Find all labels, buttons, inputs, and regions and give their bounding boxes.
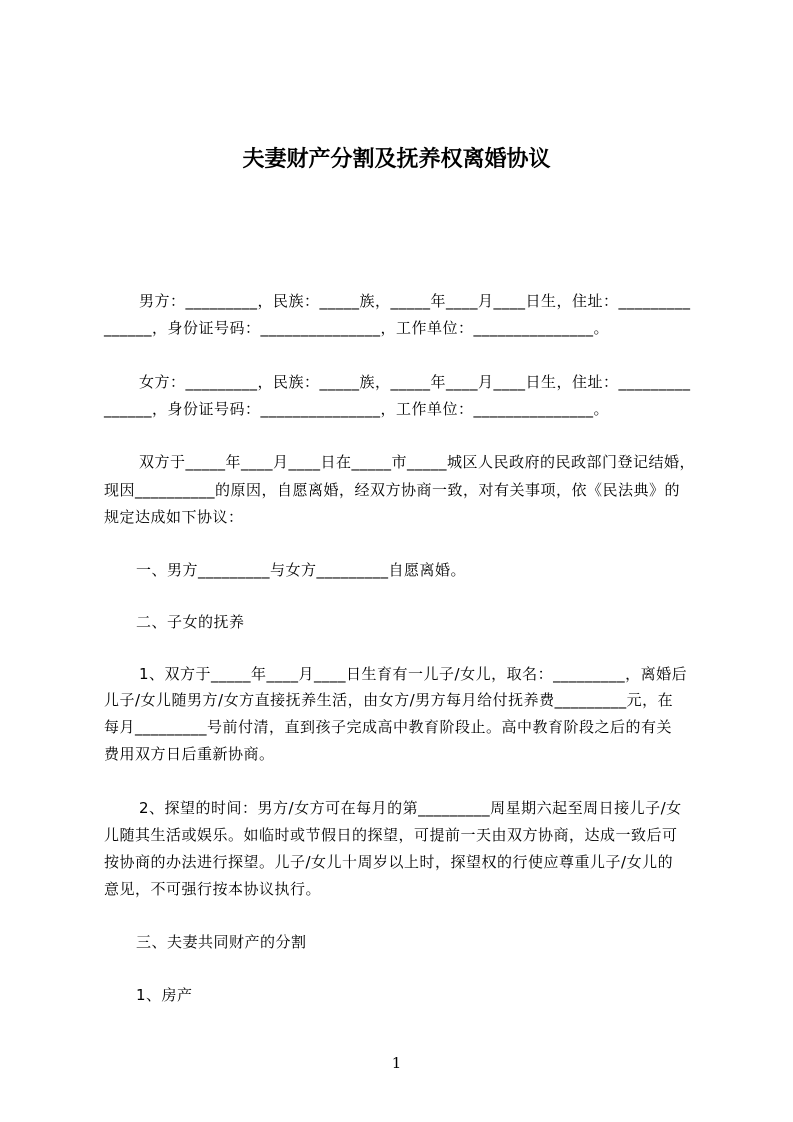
clause-3-heading: 三、夫妻共同财产的分割 (136, 933, 307, 951)
clause-2-2-line-3: 按协商的办法进行探望。儿子/女儿十周岁以上时，探望权的行使应尊重儿子/女儿的 (104, 853, 674, 871)
preamble-line-3: 规定达成如下协议： (104, 508, 244, 526)
clause-3-1-real-estate: 1、房产 (136, 986, 193, 1004)
female-party-line-1: 女方：_________，民族：_____族，_____年____月____日生，住址：_________ (139, 373, 691, 391)
preamble-line-2: 现因__________的原因，自愿离婚，经双方协商一致，对有关事项，依《民法典》的 (104, 481, 681, 499)
clause-2-heading: 二、子女的抚养 (136, 613, 245, 631)
clause-2-1-line-4: 费用双方日后重新协商。 (104, 745, 275, 763)
clause-2-1-line-1: 1、双方于_____年____月____日生育有一儿子/女儿，取名：_________，离婚后 (139, 665, 688, 683)
clause-2-2-line-2: 儿随其生活或娱乐。如临时或节假日的探望，可提前一天由双方协商，达成一致后可 (104, 826, 678, 844)
document-title: 夫妻财产分割及抚养权离婚协议 (242, 147, 551, 172)
clause-2-1-line-2: 儿子/女儿随男方/女方直接抚养生活，由女方/男方每月给付抚养费_________元，在 (104, 691, 674, 709)
clause-1-mutual-divorce: 一、男方_________与女方_________自愿离婚。 (136, 561, 467, 579)
male-party-line-2: ______，身份证号码：_______________，工作单位：_______________。 (104, 319, 610, 337)
male-party-line-1: 男方：_________，民族：_____族，_____年____月____日生，住址：_________ (139, 292, 691, 310)
female-party-line-2: ______，身份证号码：_______________，工作单位：_______________。 (104, 400, 610, 418)
page-number: 1 (391, 1054, 402, 1072)
clause-2-2-line-4: 意见，不可强行按本协议执行。 (104, 880, 322, 898)
preamble-line-1: 双方于_____年____月____日在_____市_____城区人民政府的民政部门登记结婚， (139, 453, 696, 471)
clause-2-2-line-1: 2、探望的时间：男方/女方可在每月的第_________周星期六起至周日接儿子/女 (139, 799, 682, 817)
clause-2-1-line-3: 每月_________号前付清，直到孩子完成高中教育阶段止。高中教育阶段之后的有关 (104, 718, 673, 736)
